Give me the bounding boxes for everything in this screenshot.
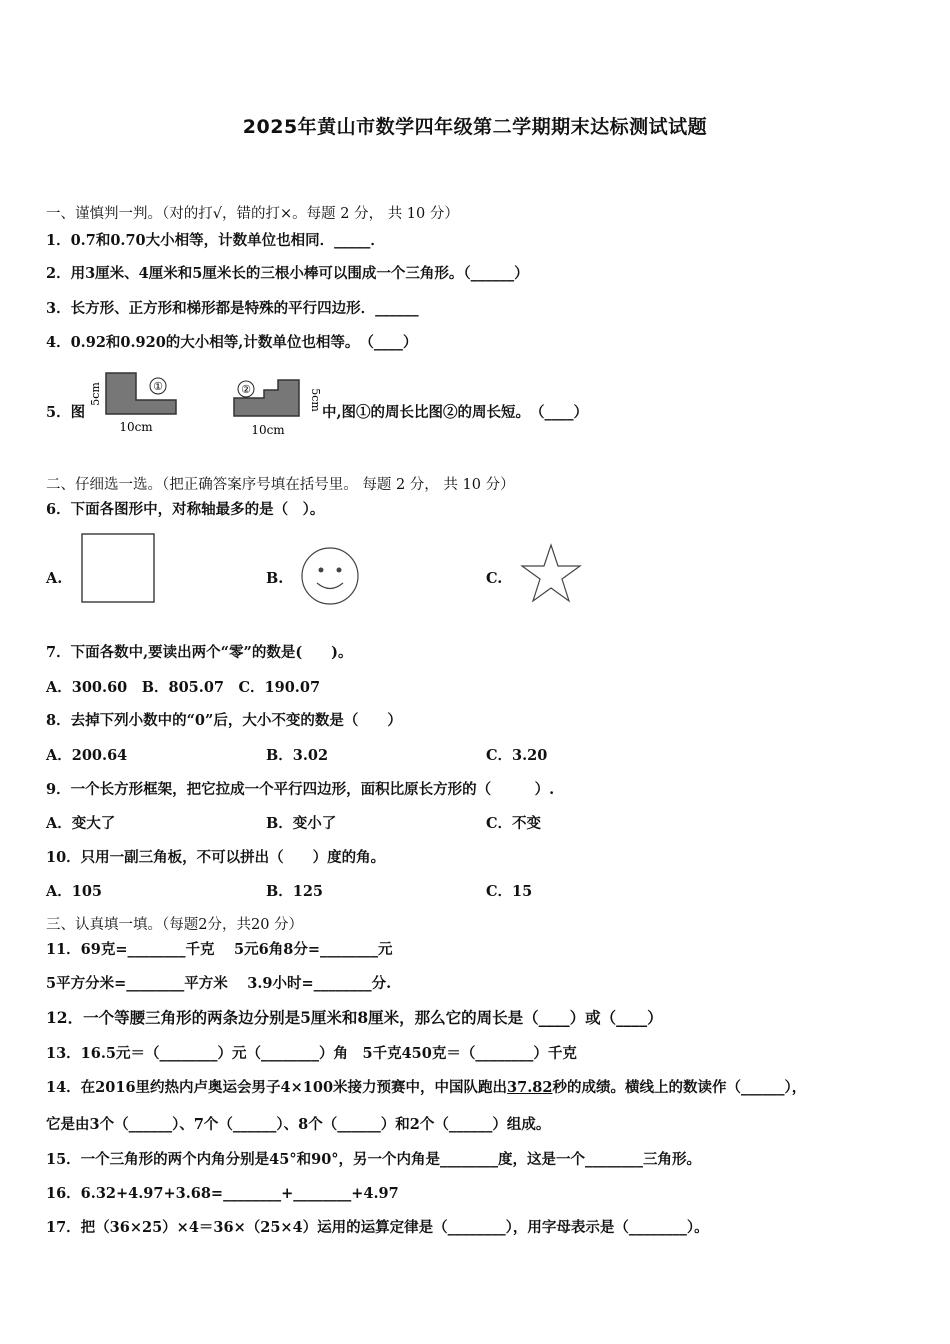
q6-option-a: A. (46, 570, 63, 587)
question-8: 8．去掉下列小数中的“0”后，大小不变的数是（ ） (46, 712, 402, 729)
question-4: 4．0.92和0.920的大小相等,计数单位也相等。 （____） (46, 334, 418, 351)
question-9: 9．一个长方形框架，把它拉成一个平行四边形，面积比原长方形的（ ）. (46, 781, 555, 798)
figure-1-mark: ① (153, 380, 163, 393)
question-11-line-1: 11．69克=________千克 5元6角8分=________元 (46, 941, 393, 958)
figure-2-bottom-label: 10cm (251, 423, 285, 437)
question-6: 6．下面各图形中，对称轴最多的是（ ）。 (46, 501, 325, 518)
figure-1 (88, 368, 188, 438)
q7-options: A．300.60 B．805.07 C．190.07 (46, 679, 321, 696)
smiley-shape (300, 546, 360, 606)
q9-option-a: A．变大了 (46, 815, 116, 832)
figure-2-side-label: 5cm (309, 388, 322, 412)
question-3: 3．长方形、正方形和梯形都是特殊的平行四边形．______ (46, 300, 419, 317)
question-15: 15．一个三角形的两个内角分别是45°和90°，另一个内角是________度，这是一个________三角形。 (46, 1151, 702, 1168)
question-16: 16．6.32+4.97+3.68=________+________+4.97 (46, 1185, 399, 1202)
q6-option-c: C. (486, 570, 503, 587)
question-17: 17．把（36×25）×4＝36×（25×4）运用的运算定律是（________），用字母表示是（________）。 (46, 1219, 709, 1236)
q14-underlined-number: 37.82 (507, 1079, 553, 1096)
figure-2-mark: ② (241, 383, 251, 396)
figure-1-side-label: 5cm (89, 382, 102, 406)
q8-option-a: A．200.64 (46, 747, 128, 764)
q14-text-before: 14．在2016里约热内卢奥运会男子4×100米接力预赛中，中国队跑出 (46, 1079, 508, 1096)
question-5-suffix: 中,图①的周长比图②的周长短。 （____） (322, 404, 589, 421)
figure-1-bottom-label: 10cm (119, 420, 153, 434)
question-12: 12．一个等腰三角形的两条边分别是5厘米和8厘米，那么它的周长是（____）或（____） (46, 1008, 663, 1027)
page-title: 2025年黄山市数学四年级第二学期期末达标测试试题 (242, 116, 708, 138)
q9-option-b: B．变小了 (266, 815, 337, 832)
q8-option-b: B．3.02 (266, 747, 329, 764)
q10-option-a: A．105 (46, 883, 103, 900)
section-3-heading: 三、认真填一填。（每题2分，共20 分） (46, 917, 304, 933)
question-2: 2．用3厘米、4厘米和5厘米长的三根小棒可以围成一个三角形。（______） (46, 265, 529, 282)
question-5-prefix: 5．图 (46, 404, 86, 421)
q9-option-c: C．不变 (486, 815, 542, 832)
star-shape (520, 543, 582, 605)
q10-option-b: B．125 (266, 883, 324, 900)
figure-2 (226, 370, 326, 440)
q6-option-b: B. (266, 570, 284, 587)
question-7: 7．下面各数中,要读出两个“零”的数是( )。 (46, 644, 353, 661)
question-10: 10．只用一副三角板，不可以拼出（ ）度的角。 (46, 849, 386, 866)
q14-text-after: 秒的成绩。横线上的数读作（______）， (552, 1079, 807, 1096)
q10-option-c: C．15 (486, 883, 533, 900)
question-14-line-2: 它是由3个（______）、7个（______）、8个（______）和2个（______）组成。 (46, 1116, 551, 1133)
question-14-line-1 (46, 1076, 806, 1097)
section-2-heading: 二、仔细选一选。（把正确答案序号填在括号里。 每题 2 分， 共 10 分） (46, 477, 515, 493)
square-shape (80, 532, 156, 604)
question-13: 13．16.5元＝（________）元（________）角 5千克450克＝（________）千克 (46, 1045, 577, 1062)
section-1-heading: 一、谨慎判一判。（对的打√，错的打×。每题 2 分， 共 10 分） (46, 206, 459, 222)
q8-option-c: C．3.20 (486, 747, 548, 764)
question-1: 1．0.7和0.70大小相等，计数单位也相同．_____． (46, 232, 385, 249)
question-11-line-2: 5平方分米=________平方米 3.9小时=________分. (46, 975, 392, 992)
